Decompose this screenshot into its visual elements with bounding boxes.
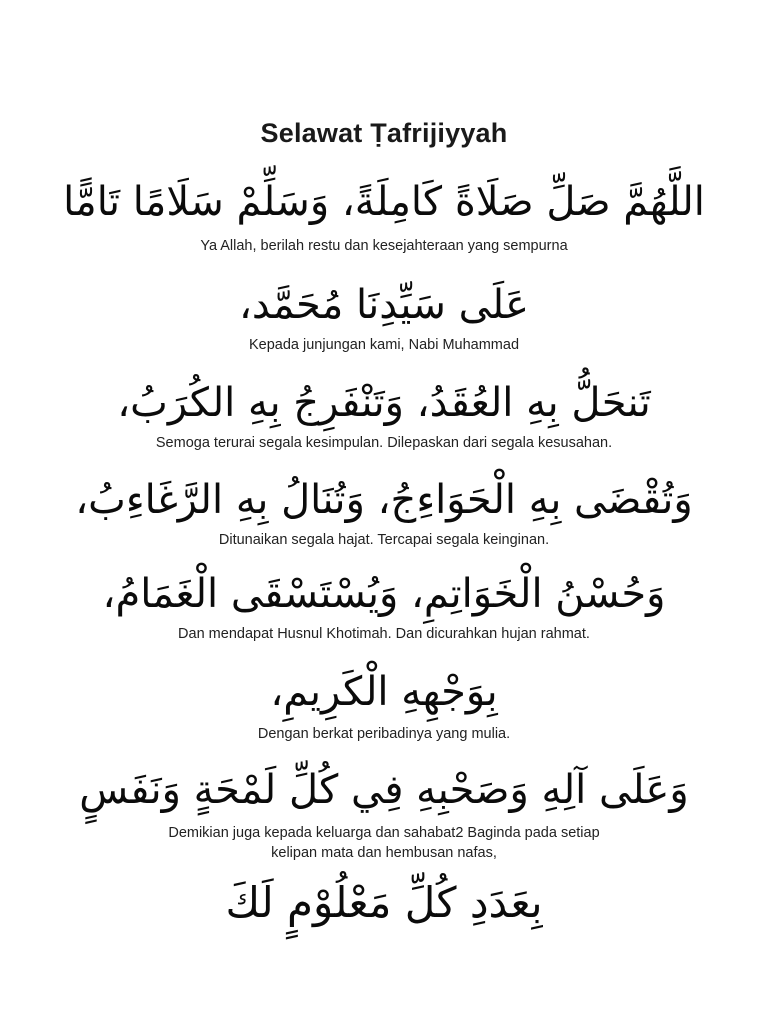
arabic-verse-3: تَنحَلُّ بِهِ العُقَدُ، وَتَنْفَرِجُ بِهِ الكُرَبُ، [117, 380, 651, 426]
translation-7-line-1: Demikian juga kepada keluarga dan sahabat2 Baginda pada setiap [168, 825, 600, 841]
arabic-verse-1: اللَّهُمَّ صَلِّ صَلَاةً كَامِلَةً، وَسَلِّمْ سَلَامًا تَامًّا [63, 179, 705, 225]
translation-7-line-2: kelipan mata dan hembusan nafas, [271, 845, 497, 861]
arabic-verse-2: عَلَى سَيِّدِنَا مُحَمَّد، [238, 282, 530, 328]
page-title: Selawat Ṭafrijiyyah [260, 118, 508, 148]
translation-2: Kepada junjungan kami, Nabi Muhammad [248, 337, 520, 353]
translation-5: Dan mendapat Husnul Khotimah. Dan dicurahkan hujan rahmat. [178, 626, 590, 642]
arabic-verse-6: بِوَجْهِهِ الْكَرِيمِ، [270, 669, 498, 715]
translation-6: Dengan berkat peribadinya yang mulia. [257, 726, 511, 742]
translation-4: Ditunaikan segala hajat. Tercapai segala keinginan. [218, 532, 550, 548]
arabic-verse-7: وَعَلَى آلِهِ وَصَحْبِهِ فِي كُلِّ لَمْحَةٍ وَنَفَسٍ [79, 767, 689, 813]
translation-1: Ya Allah, berilah restu dan kesejahteraan yang sempurna [200, 238, 568, 254]
arabic-verse-5: وَحُسْنُ الْخَوَاتِمِ، وَيُسْتَسْقَى الْغَمَامُ، [102, 571, 666, 617]
arabic-verse-8: بِعَدَدِ كُلِّ مَعْلُوْمٍ لَكَ [225, 878, 543, 927]
arabic-verse-4: وَتُقْضَى بِهِ الْحَوَاءِجُ، وَتُنَالُ بِهِ الرَّغَاءِبُ، [75, 477, 693, 523]
translation-3: Semoga terurai segala kesimpulan. Dilepaskan dari segala kesusahan. [155, 435, 613, 451]
